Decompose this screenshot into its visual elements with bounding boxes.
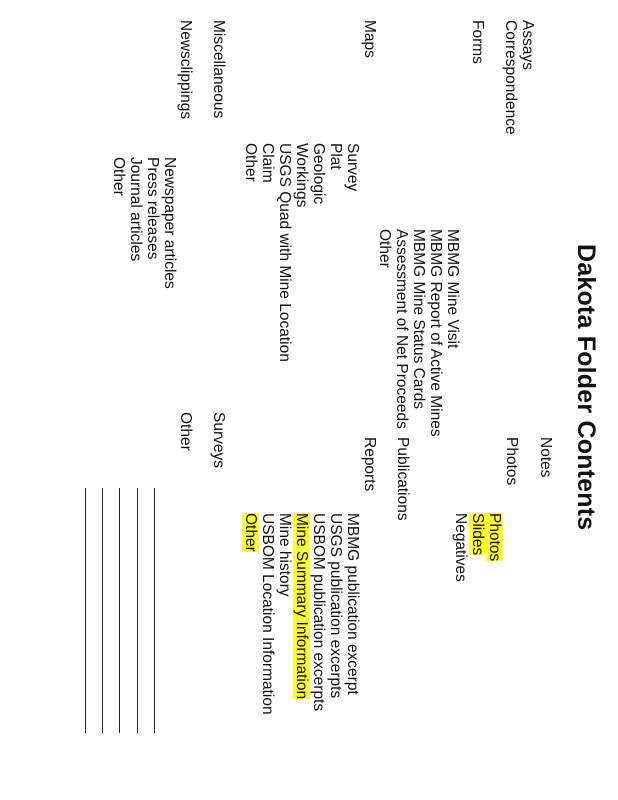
maps-item: USGS Quad with Mine Location [276, 143, 293, 362]
other-label: Other [177, 412, 194, 451]
forms-item: MBMG Mine Visit [444, 229, 461, 349]
maps-item: Plat [327, 143, 344, 170]
photos-item: Negatives [452, 513, 469, 582]
maps-label: Maps [361, 20, 378, 58]
newsclippings-item: Newspaper articles [161, 157, 178, 289]
assays-label: Assays [519, 20, 536, 70]
publications-label: Publications [394, 437, 411, 521]
newsclippings-item: Press releases [144, 157, 161, 260]
surveys-label: Surveys [210, 412, 227, 468]
forms-item: MBMG Report of Active Mines [427, 229, 444, 437]
reports-label: Reports [361, 437, 378, 492]
blank-line [102, 488, 103, 733]
maps-item: Other [242, 143, 259, 182]
newsclippings-label: Newsclippings [177, 20, 194, 120]
maps-item: Geologic [310, 143, 327, 205]
newsclippings-item: Other [110, 157, 127, 196]
photos-label: Photos [503, 437, 520, 486]
forms-item: Assessment of Net Proceeds [393, 229, 410, 429]
forms-item: MBMG Mine Status Cards [410, 229, 427, 410]
forms-item: Other [376, 229, 393, 268]
maps-item: Survey [344, 143, 361, 192]
maps-item: Claim [259, 143, 276, 183]
photos-item: Photos [486, 513, 503, 562]
reports-item: USBOM publication excerpts [310, 513, 327, 712]
page-title: Dakota Folder Contents [572, 244, 600, 531]
photos-item: Slides [469, 513, 486, 556]
blank-line [85, 488, 86, 733]
reports-item: MBMG publication excerpt [344, 513, 361, 695]
notes-label: Notes [537, 437, 554, 478]
blank-line [154, 488, 155, 733]
reports-item: USBOM Location Information [259, 513, 276, 715]
reports-item: Mine Summary Information [293, 513, 310, 700]
newsclippings-item: Journal articles [127, 157, 144, 262]
correspondence-label: Correspondence [502, 20, 519, 135]
miscellaneous-label: Miscellaneous [210, 20, 227, 119]
reports-item: Other [242, 513, 259, 552]
maps-item: Workings [293, 143, 310, 208]
blank-line [119, 488, 120, 733]
forms-label: Forms [469, 20, 486, 64]
reports-item: Mine history [276, 513, 293, 597]
blank-line [137, 488, 138, 733]
reports-item: USGS publication excerpts [327, 513, 344, 699]
